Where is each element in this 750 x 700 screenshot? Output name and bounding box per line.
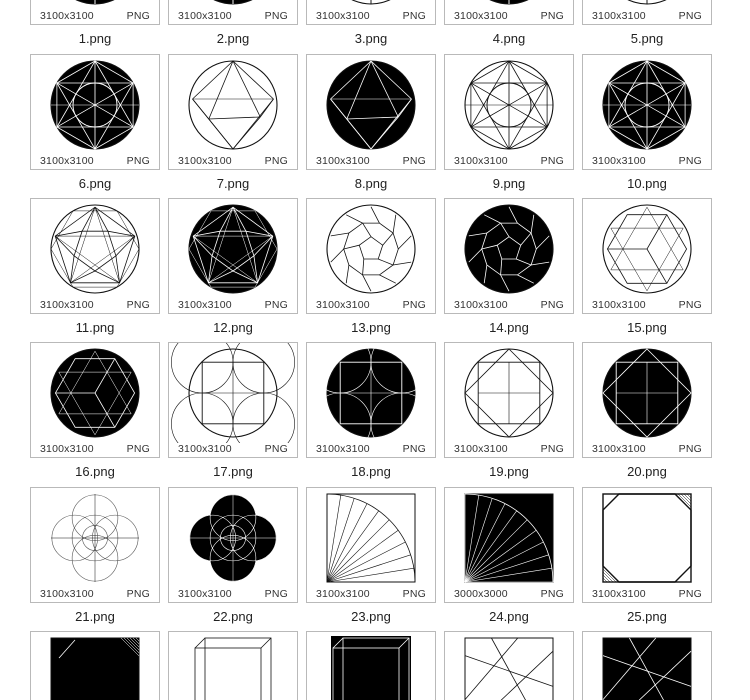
thumbnail-image <box>169 343 297 443</box>
thumbnail-card[interactable] <box>444 198 574 314</box>
thumbnail-image <box>307 632 435 700</box>
image-format: PNG <box>126 299 150 311</box>
image-filename-link[interactable]: 1.png <box>78 31 112 46</box>
thumbnail-card[interactable] <box>30 487 160 603</box>
thumbnail-card[interactable] <box>582 631 712 700</box>
thumbnail-image <box>307 488 435 588</box>
thumbnail-image <box>31 632 159 700</box>
image-dimensions: 3100x3100 <box>40 299 94 311</box>
image-meta <box>316 443 426 455</box>
image-meta <box>178 10 288 22</box>
thumbnail-card[interactable] <box>30 342 160 458</box>
image-meta <box>592 443 702 455</box>
image-meta <box>40 443 150 455</box>
image-format: PNG <box>402 443 426 455</box>
thumbnail-image <box>583 632 711 700</box>
image-format: PNG <box>264 155 288 167</box>
image-filename-link[interactable]: 15.png <box>627 320 667 335</box>
image-dimensions: 3100x3100 <box>592 155 646 167</box>
thumbnail-card[interactable] <box>444 631 574 700</box>
image-meta <box>454 443 564 455</box>
thumbnail-card[interactable] <box>582 342 712 458</box>
thumbnail-image <box>31 0 159 10</box>
thumbnail-card[interactable] <box>444 54 574 170</box>
thumbnail-card[interactable] <box>306 342 436 458</box>
thumbnail-image <box>169 199 297 299</box>
thumbnail-card[interactable] <box>30 0 160 25</box>
image-format: PNG <box>678 155 702 167</box>
image-filename-link[interactable]: 7.png <box>216 176 250 191</box>
thumbnail-image <box>445 199 573 299</box>
image-meta <box>592 588 702 600</box>
image-meta <box>178 299 288 311</box>
image-format: PNG <box>402 155 426 167</box>
image-filename-link[interactable]: 14.png <box>489 320 529 335</box>
image-filename-link[interactable]: 21.png <box>75 609 115 624</box>
thumbnail-card[interactable] <box>30 198 160 314</box>
thumbnail-card[interactable] <box>168 487 298 603</box>
image-format: PNG <box>264 588 288 600</box>
image-format: PNG <box>264 443 288 455</box>
image-dimensions: 3100x3100 <box>454 10 508 22</box>
thumbnail-image <box>445 632 573 700</box>
thumbnail-image <box>307 0 435 10</box>
image-format: PNG <box>678 10 702 22</box>
image-meta <box>454 588 564 600</box>
image-meta <box>40 588 150 600</box>
image-dimensions: 3100x3100 <box>592 443 646 455</box>
image-dimensions: 3100x3100 <box>316 10 370 22</box>
image-dimensions: 3100x3100 <box>178 155 232 167</box>
thumbnail-image <box>31 199 159 299</box>
image-format: PNG <box>540 443 564 455</box>
thumbnail-image <box>169 0 297 10</box>
thumbnail-card[interactable] <box>306 487 436 603</box>
thumbnail-card[interactable] <box>306 631 436 700</box>
image-format: PNG <box>402 10 426 22</box>
image-format: PNG <box>126 155 150 167</box>
image-filename-link[interactable]: 5.png <box>630 31 664 46</box>
image-meta <box>178 443 288 455</box>
image-dimensions: 3100x3100 <box>316 155 370 167</box>
image-filename-link[interactable]: 20.png <box>627 464 667 479</box>
image-format: PNG <box>540 10 564 22</box>
image-format: PNG <box>678 299 702 311</box>
image-dimensions: 3100x3100 <box>454 443 508 455</box>
image-filename-link[interactable]: 10.png <box>627 176 667 191</box>
thumbnail-image <box>307 55 435 155</box>
image-filename-link[interactable]: 22.png <box>213 609 253 624</box>
image-meta <box>454 10 564 22</box>
image-dimensions: 3100x3100 <box>178 443 232 455</box>
thumbnail-image <box>169 632 297 700</box>
image-format: PNG <box>540 155 564 167</box>
image-format: PNG <box>540 299 564 311</box>
thumbnail-card[interactable] <box>444 342 574 458</box>
thumbnail-image <box>583 55 711 155</box>
image-meta <box>178 588 288 600</box>
image-meta <box>178 155 288 167</box>
image-format: PNG <box>126 10 150 22</box>
thumbnail-card[interactable] <box>168 198 298 314</box>
image-dimensions: 3100x3100 <box>316 588 370 600</box>
image-filename-link[interactable]: 19.png <box>489 464 529 479</box>
image-meta <box>592 299 702 311</box>
image-meta <box>316 155 426 167</box>
image-filename-link[interactable]: 18.png <box>351 464 391 479</box>
image-meta <box>592 155 702 167</box>
image-filename-link[interactable]: 11.png <box>75 320 115 335</box>
image-dimensions: 3100x3100 <box>178 10 232 22</box>
image-meta <box>40 155 150 167</box>
thumbnail-image <box>445 343 573 443</box>
thumbnail-card[interactable] <box>30 631 160 700</box>
thumbnail-card[interactable] <box>582 198 712 314</box>
image-filename-link[interactable]: 3.png <box>354 31 388 46</box>
image-meta <box>454 299 564 311</box>
image-filename-link[interactable]: 24.png <box>489 609 529 624</box>
image-format: PNG <box>678 588 702 600</box>
thumbnail-card[interactable] <box>582 54 712 170</box>
image-dimensions: 3100x3100 <box>40 443 94 455</box>
image-dimensions: 3100x3100 <box>40 10 94 22</box>
image-filename-link[interactable]: 25.png <box>627 609 667 624</box>
image-dimensions: 3100x3100 <box>592 299 646 311</box>
image-meta <box>40 10 150 22</box>
thumbnail-card[interactable] <box>306 54 436 170</box>
image-dimensions: 3100x3100 <box>454 299 508 311</box>
image-format: PNG <box>678 443 702 455</box>
image-filename-link[interactable]: 2.png <box>216 31 250 46</box>
image-filename-link[interactable]: 17.png <box>213 464 253 479</box>
thumbnail-image <box>31 488 159 588</box>
image-dimensions: 3100x3100 <box>454 155 508 167</box>
image-dimensions: 3000x3000 <box>454 588 508 600</box>
image-format: PNG <box>540 588 564 600</box>
image-meta <box>316 299 426 311</box>
image-filename-link[interactable]: 23.png <box>351 609 391 624</box>
image-dimensions: 3100x3100 <box>592 588 646 600</box>
thumbnail-image <box>445 0 573 10</box>
thumbnail-card[interactable] <box>306 198 436 314</box>
image-filename-link[interactable]: 6.png <box>78 176 112 191</box>
thumbnail-image <box>445 55 573 155</box>
thumbnail-image <box>583 0 711 10</box>
thumbnail-image <box>307 199 435 299</box>
thumbnail-image <box>169 55 297 155</box>
image-format: PNG <box>402 588 426 600</box>
image-meta <box>454 155 564 167</box>
thumbnail-image <box>307 343 435 443</box>
thumbnail-card[interactable] <box>168 54 298 170</box>
image-format: PNG <box>126 588 150 600</box>
image-dimensions: 3100x3100 <box>316 299 370 311</box>
thumbnail-image <box>445 488 573 588</box>
image-format: PNG <box>402 299 426 311</box>
thumbnail-image <box>583 343 711 443</box>
thumbnail-card[interactable] <box>168 631 298 700</box>
thumbnail-image <box>583 199 711 299</box>
thumbnail-card[interactable] <box>30 54 160 170</box>
image-format: PNG <box>264 10 288 22</box>
image-dimensions: 3100x3100 <box>40 588 94 600</box>
image-dimensions: 3100x3100 <box>178 299 232 311</box>
thumbnail-image <box>31 55 159 155</box>
image-dimensions: 3100x3100 <box>316 443 370 455</box>
image-filename-link[interactable]: 8.png <box>354 176 388 191</box>
thumbnail-card[interactable] <box>582 487 712 603</box>
image-filename-link[interactable]: 13.png <box>351 320 391 335</box>
thumbnail-card[interactable] <box>168 0 298 25</box>
thumbnail-card[interactable] <box>444 0 574 25</box>
thumbnail-image <box>583 488 711 588</box>
image-format: PNG <box>126 443 150 455</box>
thumbnail-image <box>169 488 297 588</box>
image-filename-link[interactable]: 16.png <box>75 464 115 479</box>
thumbnail-card[interactable] <box>306 0 436 25</box>
image-dimensions: 3100x3100 <box>40 155 94 167</box>
thumbnail-card[interactable] <box>168 342 298 458</box>
image-meta <box>316 588 426 600</box>
image-filename-link[interactable]: 4.png <box>492 31 526 46</box>
image-meta <box>592 10 702 22</box>
image-dimensions: 3100x3100 <box>592 10 646 22</box>
image-dimensions: 3100x3100 <box>178 588 232 600</box>
image-filename-link[interactable]: 12.png <box>213 320 253 335</box>
image-meta <box>316 10 426 22</box>
thumbnail-image <box>31 343 159 443</box>
thumbnail-card[interactable] <box>444 487 574 603</box>
image-filename-link[interactable]: 9.png <box>492 176 526 191</box>
thumbnail-card[interactable] <box>582 0 712 25</box>
image-meta <box>40 299 150 311</box>
image-format: PNG <box>264 299 288 311</box>
